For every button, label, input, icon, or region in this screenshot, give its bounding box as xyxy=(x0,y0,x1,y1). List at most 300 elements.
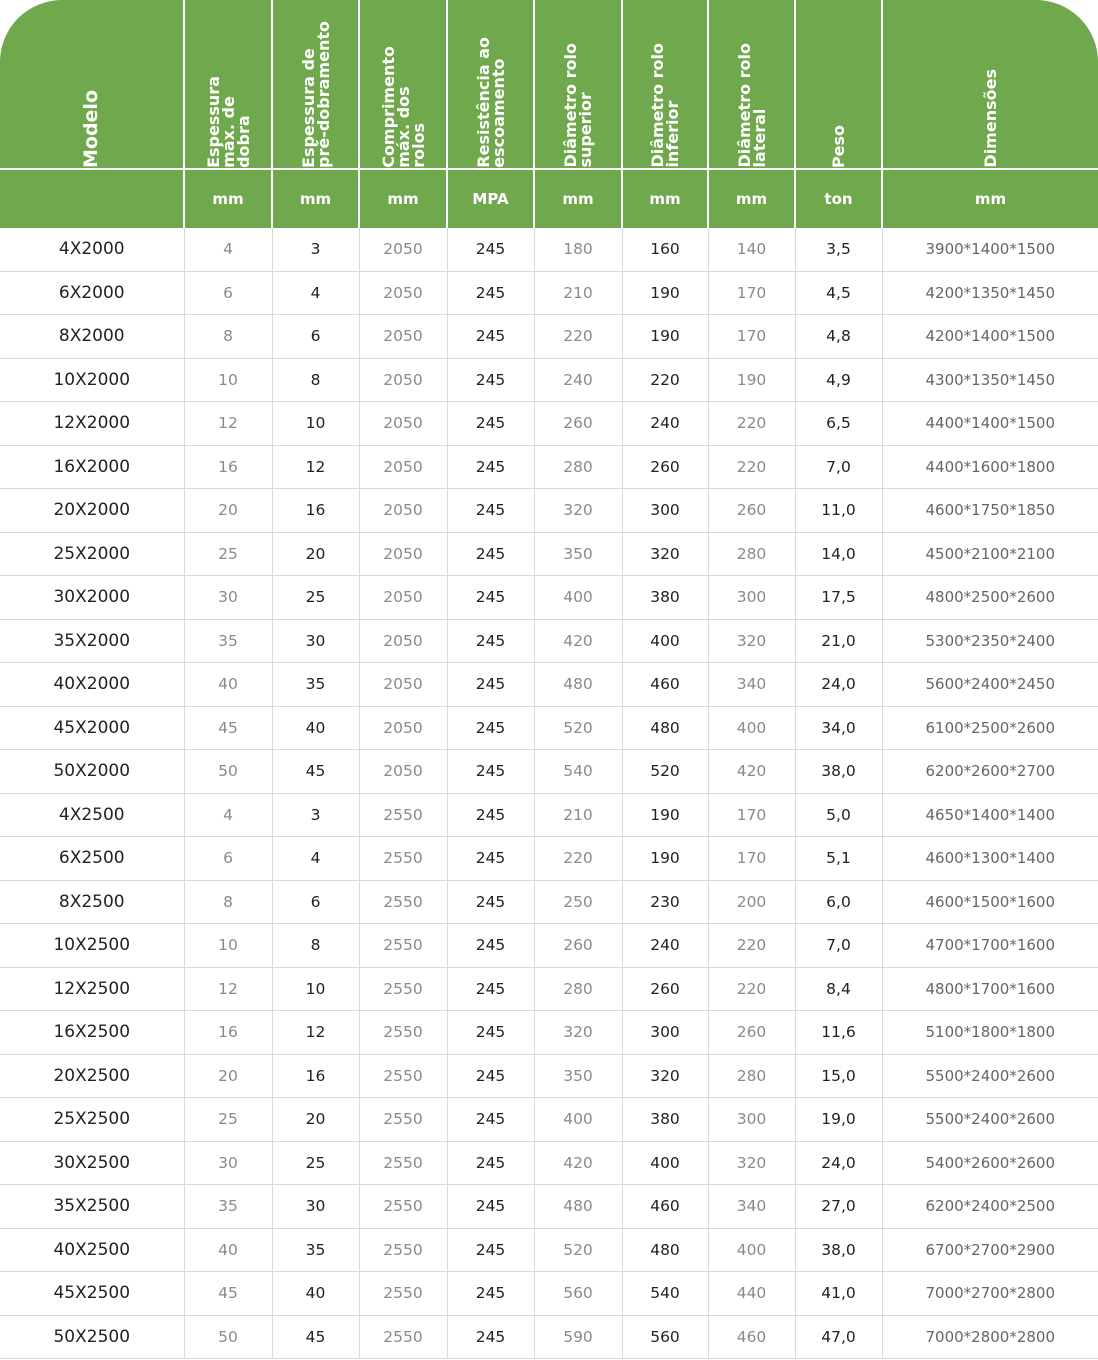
cell-peso: 7,0 xyxy=(795,445,882,489)
header-cell-dimensoes xyxy=(882,0,1098,169)
cell-diametro-lateral: 300 xyxy=(708,1098,795,1142)
cell-dimensoes: 5300*2350*2400 xyxy=(882,619,1098,663)
cell-model: 8X2500 xyxy=(0,880,184,924)
header-label: Dimensões xyxy=(981,69,1000,168)
cell-diametro-lateral: 280 xyxy=(708,1054,795,1098)
unit-cell: mm xyxy=(882,169,1098,228)
cell-resistencia: 245 xyxy=(447,1098,534,1142)
cell-diametro-lateral: 260 xyxy=(708,489,795,533)
cell-dimensoes: 4200*1350*1450 xyxy=(882,271,1098,315)
cell-peso: 41,0 xyxy=(795,1272,882,1316)
cell-diametro-lateral: 420 xyxy=(708,750,795,794)
cell-espessura-max: 12 xyxy=(184,402,272,446)
cell-resistencia: 245 xyxy=(447,924,534,968)
cell-diametro-inferior: 240 xyxy=(622,924,708,968)
cell-diametro-lateral: 190 xyxy=(708,358,795,402)
cell-resistencia: 245 xyxy=(447,793,534,837)
table-row xyxy=(0,750,1098,794)
cell-espessura-max: 6 xyxy=(184,837,272,881)
cell-model: 50X2000 xyxy=(0,750,184,794)
cell-peso: 5,1 xyxy=(795,837,882,881)
cell-diametro-lateral: 220 xyxy=(708,967,795,1011)
header-row xyxy=(0,0,1098,169)
cell-model: 10X2500 xyxy=(0,924,184,968)
cell-resistencia: 245 xyxy=(447,619,534,663)
cell-espessura-pre: 12 xyxy=(272,445,359,489)
cell-model: 8X2000 xyxy=(0,315,184,359)
header-label: Diâmetro rolo inferior xyxy=(648,43,682,168)
unit-cell: mm xyxy=(184,169,272,228)
cell-dimensoes: 5600*2400*2450 xyxy=(882,663,1098,707)
cell-espessura-max: 4 xyxy=(184,793,272,837)
cell-diametro-inferior: 480 xyxy=(622,1228,708,1272)
cell-comprimento: 2550 xyxy=(359,837,447,881)
unit-cell xyxy=(0,169,184,228)
cell-diametro-lateral: 440 xyxy=(708,1272,795,1316)
unit-cell: ton xyxy=(795,169,882,228)
cell-peso: 24,0 xyxy=(795,663,882,707)
cell-espessura-max: 45 xyxy=(184,1272,272,1316)
table-row xyxy=(0,967,1098,1011)
cell-espessura-pre: 10 xyxy=(272,967,359,1011)
table-row xyxy=(0,1011,1098,1055)
header-cell-diametro-lateral xyxy=(708,0,795,169)
cell-peso: 19,0 xyxy=(795,1098,882,1142)
cell-diametro-superior: 350 xyxy=(534,1054,622,1098)
cell-dimensoes: 5500*2400*2600 xyxy=(882,1098,1098,1142)
cell-comprimento: 2550 xyxy=(359,967,447,1011)
cell-dimensoes: 5500*2400*2600 xyxy=(882,1054,1098,1098)
cell-espessura-max: 10 xyxy=(184,924,272,968)
cell-diametro-lateral: 460 xyxy=(708,1315,795,1359)
cell-diametro-superior: 180 xyxy=(534,228,622,271)
cell-diametro-inferior: 320 xyxy=(622,1054,708,1098)
cell-espessura-pre: 20 xyxy=(272,532,359,576)
cell-model: 4X2500 xyxy=(0,793,184,837)
cell-espessura-pre: 45 xyxy=(272,750,359,794)
cell-comprimento: 2550 xyxy=(359,1141,447,1185)
cell-comprimento: 2550 xyxy=(359,1098,447,1142)
cell-resistencia: 245 xyxy=(447,228,534,271)
cell-peso: 5,0 xyxy=(795,793,882,837)
cell-diametro-superior: 220 xyxy=(534,315,622,359)
cell-dimensoes: 3900*1400*1500 xyxy=(882,228,1098,271)
table-row xyxy=(0,576,1098,620)
cell-diametro-superior: 240 xyxy=(534,358,622,402)
cell-diametro-lateral: 400 xyxy=(708,1228,795,1272)
table-row xyxy=(0,663,1098,707)
cell-comprimento: 2050 xyxy=(359,315,447,359)
cell-resistencia: 245 xyxy=(447,880,534,924)
cell-diametro-inferior: 230 xyxy=(622,880,708,924)
header-cell-diametro-inferior xyxy=(622,0,708,169)
cell-peso: 11,6 xyxy=(795,1011,882,1055)
table-row xyxy=(0,271,1098,315)
cell-espessura-max: 4 xyxy=(184,228,272,271)
cell-resistencia: 245 xyxy=(447,532,534,576)
unit-cell: mm xyxy=(534,169,622,228)
cell-peso: 38,0 xyxy=(795,750,882,794)
cell-model: 6X2500 xyxy=(0,837,184,881)
cell-comprimento: 2050 xyxy=(359,706,447,750)
cell-espessura-pre: 6 xyxy=(272,880,359,924)
cell-comprimento: 2550 xyxy=(359,880,447,924)
cell-espessura-max: 30 xyxy=(184,1141,272,1185)
cell-peso: 6,5 xyxy=(795,402,882,446)
cell-dimensoes: 4600*1750*1850 xyxy=(882,489,1098,533)
header-label: Comprimento máx. dos rolos xyxy=(378,46,428,168)
cell-diametro-lateral: 170 xyxy=(708,793,795,837)
cell-diametro-superior: 210 xyxy=(534,271,622,315)
cell-diametro-lateral: 280 xyxy=(708,532,795,576)
cell-dimensoes: 4800*2500*2600 xyxy=(882,576,1098,620)
cell-diametro-superior: 280 xyxy=(534,967,622,1011)
cell-diametro-inferior: 380 xyxy=(622,1098,708,1142)
table-row xyxy=(0,1185,1098,1229)
cell-model: 30X2000 xyxy=(0,576,184,620)
cell-espessura-max: 50 xyxy=(184,1315,272,1359)
cell-peso: 4,9 xyxy=(795,358,882,402)
cell-diametro-inferior: 320 xyxy=(622,532,708,576)
cell-dimensoes: 4300*1350*1450 xyxy=(882,358,1098,402)
cell-espessura-pre: 30 xyxy=(272,619,359,663)
cell-model: 50X2500 xyxy=(0,1315,184,1359)
cell-diametro-inferior: 300 xyxy=(622,1011,708,1055)
cell-dimensoes: 4500*2100*2100 xyxy=(882,532,1098,576)
cell-espessura-max: 35 xyxy=(184,1185,272,1229)
cell-comprimento: 2050 xyxy=(359,271,447,315)
table-row xyxy=(0,1054,1098,1098)
cell-comprimento: 2050 xyxy=(359,532,447,576)
cell-resistencia: 245 xyxy=(447,489,534,533)
header-label: Diâmetro rolo superior xyxy=(561,43,595,168)
cell-diametro-inferior: 400 xyxy=(622,1141,708,1185)
table-row xyxy=(0,1228,1098,1272)
header-label: Modelo xyxy=(80,89,102,168)
cell-model: 20X2000 xyxy=(0,489,184,533)
cell-dimensoes: 4800*1700*1600 xyxy=(882,967,1098,1011)
cell-diametro-superior: 480 xyxy=(534,1185,622,1229)
table-row xyxy=(0,619,1098,663)
cell-peso: 24,0 xyxy=(795,1141,882,1185)
cell-comprimento: 2050 xyxy=(359,619,447,663)
cell-peso: 47,0 xyxy=(795,1315,882,1359)
cell-dimensoes: 6200*2600*2700 xyxy=(882,750,1098,794)
cell-diametro-lateral: 170 xyxy=(708,837,795,881)
cell-espessura-max: 45 xyxy=(184,706,272,750)
cell-espessura-max: 40 xyxy=(184,663,272,707)
cell-dimensoes: 4400*1600*1800 xyxy=(882,445,1098,489)
cell-espessura-pre: 12 xyxy=(272,1011,359,1055)
table-row xyxy=(0,445,1098,489)
cell-diametro-lateral: 140 xyxy=(708,228,795,271)
cell-resistencia: 245 xyxy=(447,1011,534,1055)
cell-comprimento: 2550 xyxy=(359,1011,447,1055)
cell-dimensoes: 4600*1500*1600 xyxy=(882,880,1098,924)
cell-model: 6X2000 xyxy=(0,271,184,315)
cell-peso: 4,8 xyxy=(795,315,882,359)
cell-comprimento: 2050 xyxy=(359,402,447,446)
cell-dimensoes: 4600*1300*1400 xyxy=(882,837,1098,881)
cell-espessura-pre: 35 xyxy=(272,1228,359,1272)
cell-peso: 4,5 xyxy=(795,271,882,315)
cell-peso: 27,0 xyxy=(795,1185,882,1229)
cell-peso: 11,0 xyxy=(795,489,882,533)
cell-espessura-max: 40 xyxy=(184,1228,272,1272)
cell-model: 4X2000 xyxy=(0,228,184,271)
cell-diametro-superior: 590 xyxy=(534,1315,622,1359)
cell-diametro-superior: 220 xyxy=(534,837,622,881)
header-cell-peso xyxy=(795,0,882,169)
cell-diametro-superior: 560 xyxy=(534,1272,622,1316)
header-cell-resistencia xyxy=(447,0,534,169)
cell-diametro-superior: 320 xyxy=(534,489,622,533)
cell-espessura-pre: 3 xyxy=(272,228,359,271)
cell-espessura-max: 25 xyxy=(184,1098,272,1142)
cell-diametro-lateral: 200 xyxy=(708,880,795,924)
cell-model: 35X2000 xyxy=(0,619,184,663)
cell-diametro-lateral: 220 xyxy=(708,924,795,968)
cell-espessura-max: 35 xyxy=(184,619,272,663)
cell-espessura-pre: 40 xyxy=(272,706,359,750)
cell-diametro-superior: 400 xyxy=(534,1098,622,1142)
cell-comprimento: 2550 xyxy=(359,1315,447,1359)
cell-espessura-pre: 10 xyxy=(272,402,359,446)
cell-diametro-lateral: 340 xyxy=(708,663,795,707)
cell-diametro-inferior: 160 xyxy=(622,228,708,271)
header-label: Peso xyxy=(829,124,848,168)
cell-dimensoes: 4700*1700*1600 xyxy=(882,924,1098,968)
cell-espessura-pre: 4 xyxy=(272,271,359,315)
table-row xyxy=(0,837,1098,881)
cell-dimensoes: 6200*2400*2500 xyxy=(882,1185,1098,1229)
cell-dimensoes: 6100*2500*2600 xyxy=(882,706,1098,750)
cell-model: 40X2000 xyxy=(0,663,184,707)
cell-diametro-lateral: 170 xyxy=(708,271,795,315)
cell-diametro-superior: 420 xyxy=(534,619,622,663)
table-row xyxy=(0,489,1098,533)
units-row xyxy=(0,169,1098,228)
cell-espessura-pre: 35 xyxy=(272,663,359,707)
cell-resistencia: 245 xyxy=(447,445,534,489)
cell-peso: 21,0 xyxy=(795,619,882,663)
cell-espessura-pre: 16 xyxy=(272,489,359,533)
table-row xyxy=(0,1141,1098,1185)
cell-diametro-inferior: 260 xyxy=(622,445,708,489)
header-label: Resistência ao escoamento xyxy=(473,37,508,168)
unit-cell: mm xyxy=(359,169,447,228)
cell-model: 30X2500 xyxy=(0,1141,184,1185)
cell-espessura-max: 6 xyxy=(184,271,272,315)
cell-diametro-inferior: 300 xyxy=(622,489,708,533)
cell-model: 35X2500 xyxy=(0,1185,184,1229)
cell-resistencia: 245 xyxy=(447,967,534,1011)
header-label: Espessura máx. de dobra xyxy=(203,76,253,168)
cell-espessura-pre: 25 xyxy=(272,1141,359,1185)
header-label: Espessura de pré-dobramento xyxy=(298,21,333,168)
table-row xyxy=(0,924,1098,968)
cell-diametro-superior: 520 xyxy=(534,1228,622,1272)
cell-diametro-superior: 520 xyxy=(534,706,622,750)
cell-comprimento: 2550 xyxy=(359,1054,447,1098)
table-row xyxy=(0,1315,1098,1359)
cell-resistencia: 245 xyxy=(447,315,534,359)
cell-resistencia: 245 xyxy=(447,1185,534,1229)
cell-comprimento: 2050 xyxy=(359,445,447,489)
cell-diametro-lateral: 260 xyxy=(708,1011,795,1055)
cell-espessura-max: 10 xyxy=(184,358,272,402)
cell-espessura-max: 16 xyxy=(184,445,272,489)
cell-resistencia: 245 xyxy=(447,1228,534,1272)
cell-peso: 6,0 xyxy=(795,880,882,924)
cell-comprimento: 2050 xyxy=(359,489,447,533)
cell-peso: 38,0 xyxy=(795,1228,882,1272)
unit-cell: mm xyxy=(622,169,708,228)
cell-comprimento: 2050 xyxy=(359,228,447,271)
cell-espessura-max: 12 xyxy=(184,967,272,1011)
table-header xyxy=(0,0,1098,228)
cell-diametro-inferior: 480 xyxy=(622,706,708,750)
cell-diametro-superior: 280 xyxy=(534,445,622,489)
table-row xyxy=(0,880,1098,924)
cell-comprimento: 2550 xyxy=(359,1272,447,1316)
cell-dimensoes: 7000*2700*2800 xyxy=(882,1272,1098,1316)
header-cell-comprimento xyxy=(359,0,447,169)
cell-diametro-inferior: 240 xyxy=(622,402,708,446)
header-cell-modelo xyxy=(0,0,184,169)
cell-diametro-lateral: 400 xyxy=(708,706,795,750)
cell-diametro-inferior: 460 xyxy=(622,1185,708,1229)
cell-diametro-superior: 420 xyxy=(534,1141,622,1185)
header-cell-espessura-pre xyxy=(272,0,359,169)
cell-comprimento: 2550 xyxy=(359,924,447,968)
cell-resistencia: 245 xyxy=(447,576,534,620)
table-row xyxy=(0,315,1098,359)
unit-cell: mm xyxy=(708,169,795,228)
cell-espessura-pre: 6 xyxy=(272,315,359,359)
cell-diametro-inferior: 380 xyxy=(622,576,708,620)
cell-diametro-superior: 210 xyxy=(534,793,622,837)
cell-model: 40X2500 xyxy=(0,1228,184,1272)
cell-peso: 34,0 xyxy=(795,706,882,750)
cell-espessura-pre: 8 xyxy=(272,358,359,402)
cell-model: 25X2500 xyxy=(0,1098,184,1142)
table-row xyxy=(0,402,1098,446)
cell-diametro-lateral: 220 xyxy=(708,445,795,489)
cell-diametro-superior: 320 xyxy=(534,1011,622,1055)
cell-comprimento: 2050 xyxy=(359,358,447,402)
cell-resistencia: 245 xyxy=(447,358,534,402)
cell-diametro-inferior: 400 xyxy=(622,619,708,663)
cell-model: 25X2000 xyxy=(0,532,184,576)
cell-dimensoes: 4650*1400*1400 xyxy=(882,793,1098,837)
cell-espessura-max: 20 xyxy=(184,1054,272,1098)
cell-diametro-inferior: 190 xyxy=(622,837,708,881)
cell-diametro-superior: 260 xyxy=(534,402,622,446)
cell-resistencia: 245 xyxy=(447,750,534,794)
cell-espessura-pre: 30 xyxy=(272,1185,359,1229)
cell-dimensoes: 5400*2600*2600 xyxy=(882,1141,1098,1185)
cell-espessura-max: 8 xyxy=(184,315,272,359)
cell-diametro-superior: 540 xyxy=(534,750,622,794)
cell-espessura-pre: 8 xyxy=(272,924,359,968)
table-row xyxy=(0,706,1098,750)
cell-diametro-lateral: 220 xyxy=(708,402,795,446)
cell-dimensoes: 7000*2800*2800 xyxy=(882,1315,1098,1359)
cell-diametro-lateral: 340 xyxy=(708,1185,795,1229)
cell-espessura-max: 50 xyxy=(184,750,272,794)
cell-peso: 8,4 xyxy=(795,967,882,1011)
cell-model: 16X2500 xyxy=(0,1011,184,1055)
cell-model: 45X2500 xyxy=(0,1272,184,1316)
cell-diametro-inferior: 460 xyxy=(622,663,708,707)
cell-resistencia: 245 xyxy=(447,402,534,446)
cell-espessura-pre: 16 xyxy=(272,1054,359,1098)
cell-resistencia: 245 xyxy=(447,271,534,315)
cell-espessura-max: 30 xyxy=(184,576,272,620)
cell-resistencia: 245 xyxy=(447,1272,534,1316)
cell-model: 16X2000 xyxy=(0,445,184,489)
cell-model: 45X2000 xyxy=(0,706,184,750)
cell-diametro-inferior: 560 xyxy=(622,1315,708,1359)
cell-diametro-superior: 480 xyxy=(534,663,622,707)
cell-model: 10X2000 xyxy=(0,358,184,402)
cell-diametro-lateral: 170 xyxy=(708,315,795,359)
cell-resistencia: 245 xyxy=(447,663,534,707)
cell-espessura-pre: 45 xyxy=(272,1315,359,1359)
cell-comprimento: 2050 xyxy=(359,663,447,707)
cell-diametro-superior: 250 xyxy=(534,880,622,924)
cell-peso: 3,5 xyxy=(795,228,882,271)
cell-comprimento: 2550 xyxy=(359,1228,447,1272)
cell-diametro-inferior: 260 xyxy=(622,967,708,1011)
cell-diametro-inferior: 540 xyxy=(622,1272,708,1316)
cell-comprimento: 2050 xyxy=(359,576,447,620)
cell-comprimento: 2550 xyxy=(359,1185,447,1229)
cell-model: 12X2500 xyxy=(0,967,184,1011)
cell-model: 20X2500 xyxy=(0,1054,184,1098)
table-row xyxy=(0,793,1098,837)
cell-resistencia: 245 xyxy=(447,1315,534,1359)
cell-espessura-max: 8 xyxy=(184,880,272,924)
cell-diametro-inferior: 220 xyxy=(622,358,708,402)
cell-espessura-max: 16 xyxy=(184,1011,272,1055)
cell-resistencia: 245 xyxy=(447,1141,534,1185)
table-row xyxy=(0,1098,1098,1142)
cell-espessura-pre: 40 xyxy=(272,1272,359,1316)
cell-espessura-pre: 25 xyxy=(272,576,359,620)
unit-cell: MPA xyxy=(447,169,534,228)
cell-dimensoes: 4200*1400*1500 xyxy=(882,315,1098,359)
cell-diametro-lateral: 320 xyxy=(708,1141,795,1185)
cell-resistencia: 245 xyxy=(447,837,534,881)
cell-peso: 17,5 xyxy=(795,576,882,620)
cell-dimensoes: 6700*2700*2900 xyxy=(882,1228,1098,1272)
cell-espessura-pre: 3 xyxy=(272,793,359,837)
cell-diametro-superior: 260 xyxy=(534,924,622,968)
cell-comprimento: 2550 xyxy=(359,793,447,837)
cell-diametro-inferior: 190 xyxy=(622,315,708,359)
cell-espessura-pre: 4 xyxy=(272,837,359,881)
cell-diametro-inferior: 520 xyxy=(622,750,708,794)
cell-diametro-lateral: 300 xyxy=(708,576,795,620)
header-label: Diâmetro rolo lateral xyxy=(734,43,769,168)
cell-diametro-inferior: 190 xyxy=(622,271,708,315)
unit-cell: mm xyxy=(272,169,359,228)
cell-diametro-superior: 350 xyxy=(534,532,622,576)
cell-espessura-pre: 20 xyxy=(272,1098,359,1142)
cell-diametro-lateral: 320 xyxy=(708,619,795,663)
